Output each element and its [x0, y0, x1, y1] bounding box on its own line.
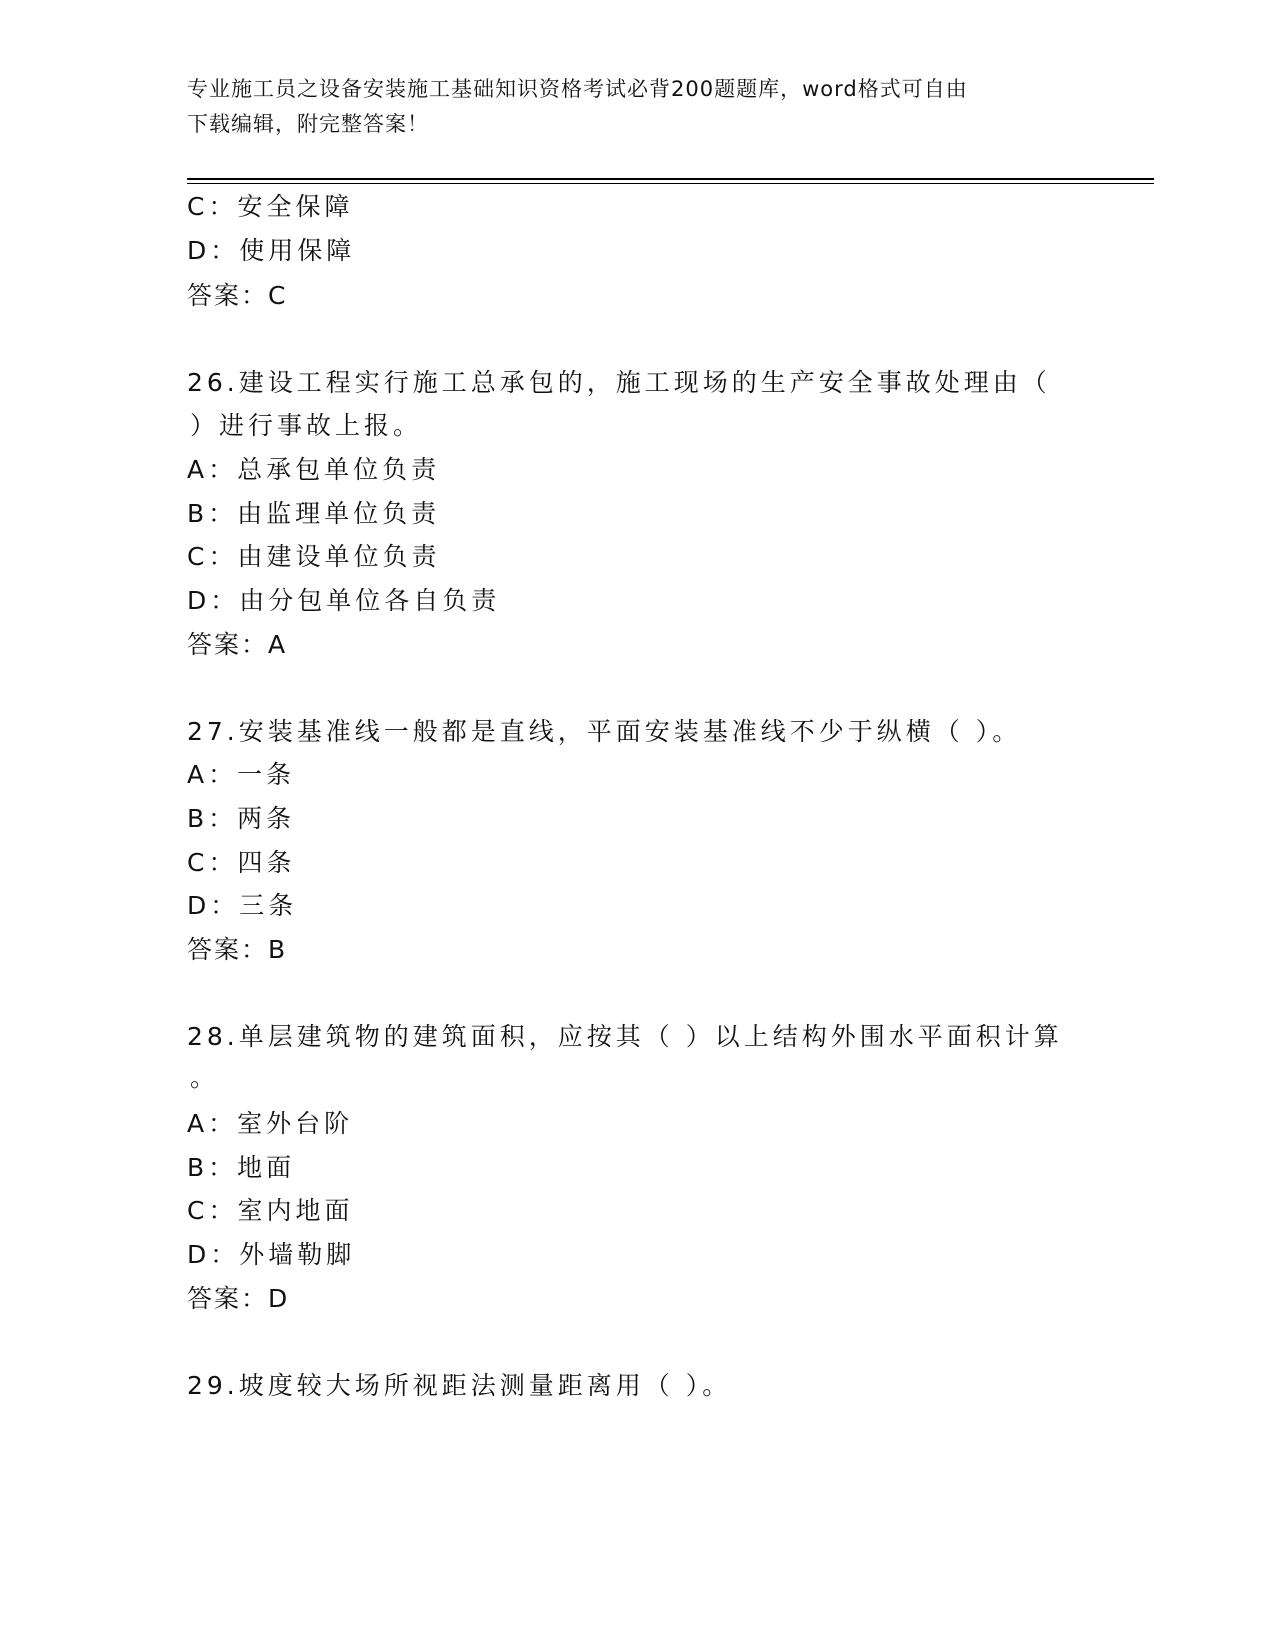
prev-option-d: D：使用保障	[187, 236, 356, 265]
prev-option-c: C：安全保障	[187, 192, 354, 221]
q27-stem-line-1: 27.安装基准线一般都是直线，平面安装基准线不少于纵横（ ）。	[187, 717, 1022, 746]
q26-answer: 答案：A	[187, 630, 288, 659]
q28-option-a: A：室外台阶	[187, 1109, 354, 1138]
q27-option-a: A：一条	[187, 760, 296, 789]
q26-stem-line-2: ）进行事故上报。	[190, 411, 423, 440]
q28-stem-line-1: 28.单层建筑物的建筑面积，应按其（ ）以上结构外围水平面积计算	[187, 1022, 1063, 1051]
header-line-2: 下载编辑，附完整答案！	[187, 112, 429, 136]
q26-option-b: B：由监理单位负责	[187, 499, 441, 528]
header-divider-thin	[187, 183, 1154, 184]
q26-option-d: D：由分包单位各自负责	[187, 586, 501, 615]
document-header	[187, 72, 1087, 142]
q29-stem-line-1: 29.坡度较大场所视距法测量距离用（ ）。	[187, 1371, 732, 1400]
q28-stem-line-2: 。	[190, 1063, 220, 1092]
header-line-1: 专业施工员之设备安装施工基础知识资格考试必背200题题库，word格式可自由	[187, 77, 968, 101]
q27-option-c: C：四条	[187, 848, 296, 877]
q28-option-d: D：外墙勒脚	[187, 1240, 356, 1269]
q26-option-c: C：由建设单位负责	[187, 542, 441, 571]
q26-stem-line-1: 26.建设工程实行施工总承包的，施工现场的生产安全事故处理由（	[187, 368, 1051, 397]
q27-option-b: B：两条	[187, 804, 296, 833]
q27-option-d: D：三条	[187, 891, 298, 920]
q28-option-c: C：室内地面	[187, 1196, 354, 1225]
q28-option-b: B：地面	[187, 1153, 296, 1182]
prev-answer: 答案：C	[187, 281, 288, 310]
header-divider-thick	[187, 178, 1154, 180]
q28-answer: 答案：D	[187, 1284, 290, 1313]
q27-answer: 答案：B	[187, 935, 288, 964]
q26-option-a: A：总承包单位负责	[187, 455, 441, 484]
